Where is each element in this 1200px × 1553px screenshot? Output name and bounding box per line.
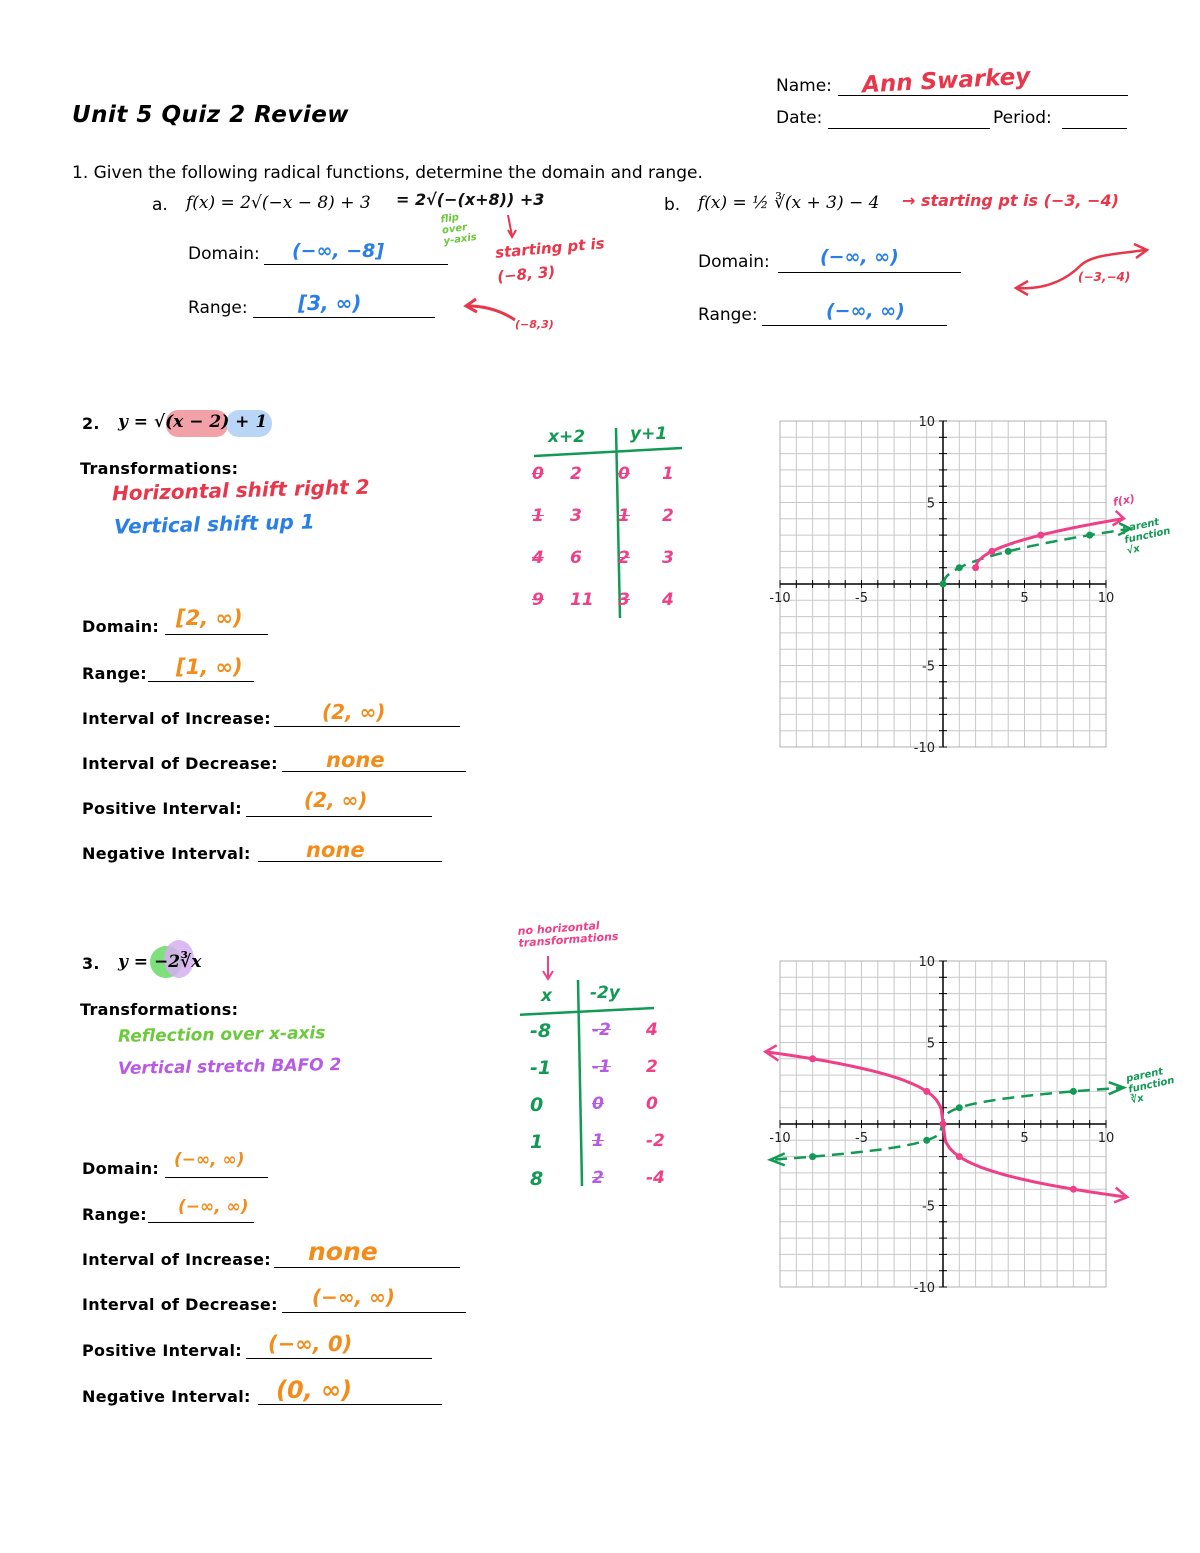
q2-transformed-point xyxy=(988,548,995,555)
q3-table-col-y: -2y xyxy=(590,983,620,1003)
q3-transformed-point xyxy=(940,1121,947,1128)
q2-decrease-label: Interval of Decrease: xyxy=(82,754,278,773)
q3-graph-tick-label: 5 xyxy=(926,1036,935,1052)
q1a-equation: f(x) = 2√(−x − 8) + 3 xyxy=(186,193,371,213)
q2-transform-2: Vertical shift up 1 xyxy=(113,509,315,539)
date-label: Date: xyxy=(776,108,823,128)
q2-table-col-x: x+2 xyxy=(548,427,586,447)
q2-table-x-new: 2 xyxy=(570,464,582,484)
q2-domain-label: Domain: xyxy=(82,617,160,636)
q3-note-top: no horizontal transformations xyxy=(517,919,619,950)
q3-domain-label: Domain: xyxy=(82,1159,160,1178)
q2-graph-tick-label: 10 xyxy=(1097,591,1115,606)
q3-transformations-label: Transformations: xyxy=(80,1000,239,1019)
q3-table-hline xyxy=(520,1008,654,1015)
q3-negative-label: Negative Interval: xyxy=(82,1387,251,1406)
q3-parent-point xyxy=(1070,1088,1077,1095)
q2-table-x-old: 1 xyxy=(532,506,544,526)
q2-table-y-old: 1 xyxy=(618,506,630,526)
q2-table-y-new: 2 xyxy=(662,506,674,526)
q2-number: 2. xyxy=(82,414,100,433)
q3-transformed-point xyxy=(809,1055,816,1062)
q3-domain-value: (−∞, ∞) xyxy=(174,1150,245,1170)
q1a-rewrite: = 2√(−(x+8)) +3 xyxy=(396,190,545,209)
q3-graph-tick-label: -10 xyxy=(769,1131,791,1146)
q3-table-y-new: 2 xyxy=(646,1057,658,1077)
q3-table-x: -1 xyxy=(530,1057,552,1079)
q3-table-y-old: 0 xyxy=(592,1094,604,1114)
q1a-flip-note: flip over y-axis xyxy=(439,212,478,248)
q2-table-y-old: 3 xyxy=(618,590,630,610)
q1b-equation: f(x) = ½ ∛(x + 3) − 4 xyxy=(698,193,880,213)
q3-range-value: (−∞, ∞) xyxy=(178,1197,249,1217)
q2-graph-tick-label: -10 xyxy=(913,741,935,755)
q2-table-y-new: 4 xyxy=(662,590,674,610)
q3-equation: y = −2∛x xyxy=(118,952,202,972)
q3-increase-value: none xyxy=(308,1237,378,1266)
q3-positive-value: (−∞, 0) xyxy=(268,1332,353,1356)
q3-graph-tick-label: -10 xyxy=(913,1281,935,1295)
q3-table-y-old: -1 xyxy=(592,1057,611,1077)
q3-graph-tick-label: 5 xyxy=(1020,1131,1029,1146)
q3-table-x: -8 xyxy=(530,1020,552,1042)
q1a-arrow-point: (−8,3) xyxy=(515,318,554,331)
q2-decrease-value: none xyxy=(326,748,385,772)
q1a-range-value: [3, ∞) xyxy=(298,291,362,315)
q2-table-x-new: 6 xyxy=(570,548,582,568)
q2-table-x-old: 0 xyxy=(532,464,544,484)
q2-table-y-old: 2 xyxy=(618,548,630,568)
q2-table-y-old: 0 xyxy=(618,464,630,484)
q3-graph-tick-label: 10 xyxy=(918,955,935,970)
q3-table-col-x: x xyxy=(541,986,552,1006)
q1b-sketch-point: (−3,−4) xyxy=(1078,270,1131,284)
q3-transformed-point xyxy=(1070,1186,1077,1193)
period-label: Period: xyxy=(993,108,1052,128)
q3-positive-label: Positive Interval: xyxy=(82,1341,242,1360)
q2-graph-tick-label: -5 xyxy=(922,659,935,675)
q3-transform-2: Vertical stretch BAFO 2 xyxy=(117,1055,342,1079)
q2-transform-1: Horizontal shift right 2 xyxy=(111,474,370,506)
date-field[interactable] xyxy=(828,108,990,129)
page-title: Unit 5 Quiz 2 Review xyxy=(72,102,350,128)
q1a-domain-value: (−∞, −8] xyxy=(292,240,385,262)
q2-positive-label: Positive Interval: xyxy=(82,799,242,818)
q3-transformed-point xyxy=(956,1153,963,1160)
q3-table-x: 8 xyxy=(530,1168,544,1190)
q3-graph-tick-label: 10 xyxy=(1097,1131,1115,1146)
q3-increase-label: Interval of Increase: xyxy=(82,1250,271,1269)
q3-negative-value: (0, ∞) xyxy=(276,1376,353,1404)
name-label: Name: xyxy=(776,76,832,96)
period-field[interactable] xyxy=(1062,108,1127,129)
q1b-range-value: (−∞, ∞) xyxy=(826,300,905,322)
q2-table-y-new: 3 xyxy=(662,548,674,568)
q2-parent-point xyxy=(1086,532,1093,539)
q3-table-y-old: 2 xyxy=(592,1168,604,1188)
q2-negative-value: none xyxy=(306,838,365,862)
q3-table-y-old: 1 xyxy=(592,1131,604,1151)
q1b-label: b. xyxy=(664,195,681,215)
q2-graph-tick-label: -5 xyxy=(855,591,868,606)
q2-domain-value: [2, ∞) xyxy=(176,606,243,630)
q2-graph-tick-label: -10 xyxy=(769,591,791,606)
q2-table-hline xyxy=(534,448,682,456)
q3-transformed-point xyxy=(923,1088,930,1095)
q3-decrease-label: Interval of Decrease: xyxy=(82,1295,278,1314)
q3-table-y-new: -2 xyxy=(646,1131,665,1151)
q3-range-label: Range: xyxy=(82,1205,148,1224)
q1a-domain-label: Domain: xyxy=(188,244,260,264)
q2-graph-tick-label: 10 xyxy=(918,415,935,430)
name-value: Ann Swarkey xyxy=(861,63,1031,99)
q2-parent-point xyxy=(1005,548,1012,555)
q2-table-col-y: y+1 xyxy=(630,424,668,444)
q3-table-y-new: 0 xyxy=(646,1094,658,1114)
q2-graph-tick-label: 5 xyxy=(926,496,935,512)
q1b-range-label: Range: xyxy=(698,305,758,325)
q2-table-y-new: 1 xyxy=(662,464,674,484)
q1-prompt: 1. Given the following radical functions, determine the domain and range. xyxy=(72,163,703,183)
q2-table-x-new: 3 xyxy=(570,506,582,526)
q2-negative-label: Negative Interval: xyxy=(82,844,251,863)
q2-range-label: Range: xyxy=(82,664,148,683)
q2-parent-point xyxy=(956,564,963,571)
q2-transformations-label: Transformations: xyxy=(80,459,239,478)
q2-positive-value: (2, ∞) xyxy=(304,788,368,812)
q1a-start-note: starting pt is (−8, 3) xyxy=(494,234,606,286)
q3-table-x: 0 xyxy=(530,1094,544,1116)
q3-table-x: 1 xyxy=(530,1131,544,1153)
q2-graph-tick-label: 5 xyxy=(1020,591,1029,606)
q3-number: 3. xyxy=(82,954,100,973)
q3-table-y-new: -4 xyxy=(646,1168,665,1188)
q2-table-x-old: 4 xyxy=(532,548,544,568)
q2-range-value: [1, ∞) xyxy=(176,655,243,679)
q3-parent-point xyxy=(956,1104,963,1111)
q2-graph-parent-label: parent function √x xyxy=(1121,516,1172,557)
q3-graph-parent-label: parent function ∛x xyxy=(1125,1066,1176,1107)
q2-table-x-new: 11 xyxy=(570,590,594,610)
q2-graph xyxy=(740,405,1200,755)
q2-table-x-old: 9 xyxy=(532,590,544,610)
q2-transformed-point xyxy=(1037,532,1044,539)
q1b-domain-label: Domain: xyxy=(698,252,770,272)
q1b-start-note: → starting pt is (−3, −4) xyxy=(902,191,1119,210)
q2-parent-point xyxy=(940,581,947,588)
q1b-domain-value: (−∞, ∞) xyxy=(820,246,899,268)
q1a-label: a. xyxy=(152,195,168,215)
q3-table-y-new: 4 xyxy=(646,1020,658,1040)
q3-decrease-value: (−∞, ∞) xyxy=(312,1285,395,1309)
q3-graph-tick-label: -5 xyxy=(922,1199,935,1215)
q1a-range-label: Range: xyxy=(188,298,248,318)
q3-parent-point xyxy=(923,1137,930,1144)
q3-graph xyxy=(740,945,1200,1295)
q2-equation: y = √(x − 2) + 1 xyxy=(118,412,268,432)
q2-increase-value: (2, ∞) xyxy=(322,700,386,724)
q3-transform-1: Reflection over x-axis xyxy=(117,1023,326,1047)
q3-parent-point xyxy=(809,1153,816,1160)
q2-graph-curve-label: f(x) xyxy=(1112,492,1136,509)
q2-transformed-point xyxy=(972,564,979,571)
q3-table-y-old: -2 xyxy=(592,1020,611,1040)
q3-graph-tick-label: -5 xyxy=(855,1131,868,1146)
q2-increase-label: Interval of Increase: xyxy=(82,709,271,728)
